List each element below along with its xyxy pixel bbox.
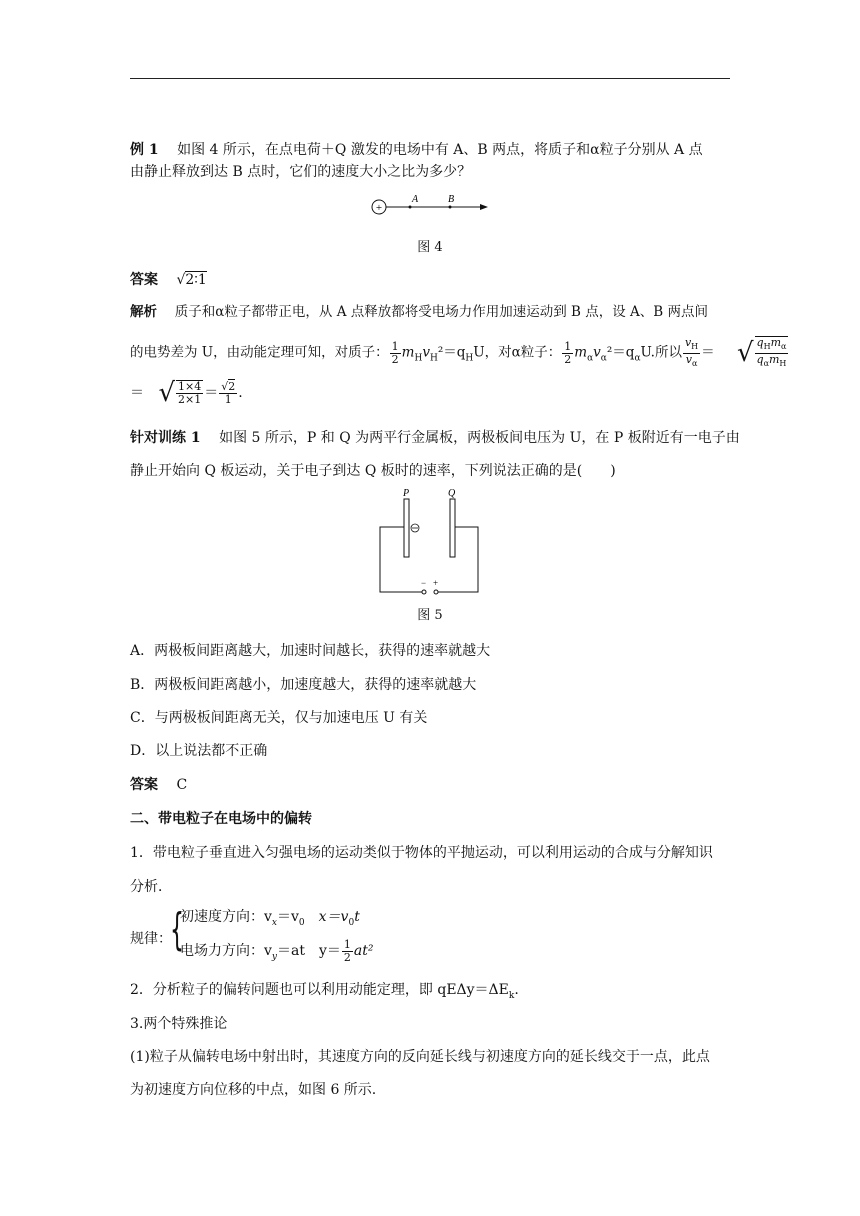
option-a: A．两极板间距离越大，加速时间越长，获得的速率就越大: [130, 643, 491, 659]
point2-line: 2．分析粒子的偏转问题也可以利用动能定理，即 $qE\Delta y=\Delta E_k$.: [130, 982, 519, 1001]
figure-4-caption: 图 4: [417, 240, 443, 255]
eq-part-2: ²＝q: [606, 344, 635, 361]
figure-5-caption: 图 5: [417, 608, 443, 623]
option-c: C．与两极板间距离无关，仅与加速电压 U 有关: [130, 710, 428, 726]
numeric-fraction: $\frac{1\times 4}{2\times 1}$: [178, 380, 202, 406]
alpha-text: U，对α粒子：: [473, 344, 562, 361]
analysis-line2: 的电势差为 U，由动能定理可知，对质子： $\frac{1}{2}$ $m_Hv_H^2=q_HU$，对α粒子： $\frac{1}{2}$ $m_\alpha v_\alpha^2=q_\alpha U$.所以 $\frac{v_H}{v_\alpha}$ ＝ √ $\frac{q_Hm_\alpha}{q_\alpha m_H}$: [130, 335, 787, 369]
point3-title: 3.两个特殊推论: [130, 1016, 228, 1032]
analysis-text-2: 的电势差为 U，由动能定理可知，对质子：: [130, 344, 389, 361]
velocity-ratio-fraction: $\frac{v_H}{v_\alpha}$: [684, 335, 699, 368]
answer2-label: 答案: [130, 777, 158, 793]
point-b-label: B: [448, 194, 455, 205]
plate-q: [450, 499, 455, 557]
analysis-line1: [130, 301, 730, 323]
header-rule: [130, 78, 730, 79]
result-fraction: $\frac{√2}{1}$: [221, 379, 236, 406]
eq-part: ²＝q: [437, 344, 466, 361]
analysis-line3: ＝ √ $\frac{1\times 4}{2\times 1}$ ＝ $\frac{√2}{1}$ .: [130, 378, 243, 408]
point1-line2: 分析．: [130, 879, 172, 895]
answer1-line: [130, 269, 730, 291]
equals-sign-2: ＝: [130, 385, 144, 401]
terminal-minus-sign: −: [421, 578, 427, 588]
sqrt-icon: √: [736, 338, 754, 369]
analysis-label: 解析: [130, 304, 157, 320]
arrow-head: [480, 204, 488, 210]
point-a-label: A: [412, 194, 419, 205]
rule-row2: 电场力方向：$v_y=at$ y＝ $\frac{1}{2}$ at²: [180, 937, 374, 964]
training1-text-1: 如图 5 所示，P 和 Q 为两平行金属板，两极板间电压为 U，在 P 板附近有一电子由: [219, 430, 740, 446]
terminal-positive: [434, 590, 438, 594]
half-fraction: $\frac{1}{2}$: [391, 339, 399, 366]
sqrt-icon: √: [158, 378, 176, 408]
answer1-value: 2∶1: [185, 272, 207, 288]
velocity-symbol: v: [422, 344, 430, 361]
answer2-value: C: [176, 777, 188, 793]
point3-1-line2: 为初速度方向位移的中点，如图 6 所示.: [130, 1082, 377, 1098]
example1-label: 例 1: [130, 142, 159, 158]
plate-q-label: Q: [448, 488, 456, 499]
wire-left: [380, 527, 422, 592]
rule-label: 规律：: [130, 931, 172, 947]
mass-symbol: m: [401, 344, 415, 361]
option-b: B．两极板间距离越小，加速度越大，获得的速率就越大: [130, 677, 477, 693]
training1-line2: 静止开始向 Q 板运动，关于电子到达 Q 板时的速率，下列说法正确的是( ): [130, 463, 616, 479]
answer2-line: [130, 774, 730, 796]
training1-line1: [130, 427, 740, 449]
answer1-label: 答案: [130, 272, 158, 288]
plate-p: [404, 499, 409, 557]
training1-label: 针对训练 1: [130, 430, 201, 446]
point-a-dot: [409, 206, 412, 209]
figure-4: [360, 190, 500, 220]
example1-line1: [130, 139, 730, 161]
terminal-negative: [422, 590, 426, 594]
example1-text-1: 如图 4 所示，在点电荷＋Q 激发的电场中有 A、B 两点，将质子和α粒子分别从 A 点: [177, 142, 703, 158]
charge-mass-fraction: $\frac{q_Hm_\alpha}{q_\alpha m_H}$: [756, 336, 787, 369]
so-text: U.所以: [640, 344, 682, 361]
point1-line1: 1．带电粒子垂直进入匀强电场的运动类似于物体的平抛运动，可以利用运动的合成与分解知识: [130, 845, 713, 861]
equals-sign: ＝: [701, 344, 715, 361]
wire-right: [438, 527, 478, 592]
half-fraction-2: $\frac{1}{2}$: [564, 339, 572, 366]
rule-row1: 初速度方向：$v_x=v_0$ $x=v_0t$: [180, 909, 360, 928]
charge-sign: +: [375, 202, 383, 214]
example1-line2: 由静止释放到达 B 点时，它们的速度大小之比为多少？: [130, 164, 472, 180]
point-b-dot: [449, 206, 452, 209]
analysis-text-1: 质子和α粒子都带正电，从 A 点释放都将受电场力作用加速运动到 B 点，设 A、B 两点间: [174, 304, 708, 320]
brace-icon: {: [170, 904, 184, 955]
section2-title: 二、带电粒子在电场中的偏转: [130, 811, 312, 827]
figure-5: [370, 484, 490, 604]
plate-p-label: P: [403, 488, 410, 499]
option-d: D．以上说法都不正确: [130, 743, 268, 759]
point3-1-line1: (1)粒子从偏转电场中射出时，其速度方向的反向延长线与初速度方向的延长线交于一点，此点: [130, 1049, 710, 1065]
terminal-plus-sign: +: [433, 578, 439, 588]
sqrt-icon: √: [176, 272, 186, 288]
